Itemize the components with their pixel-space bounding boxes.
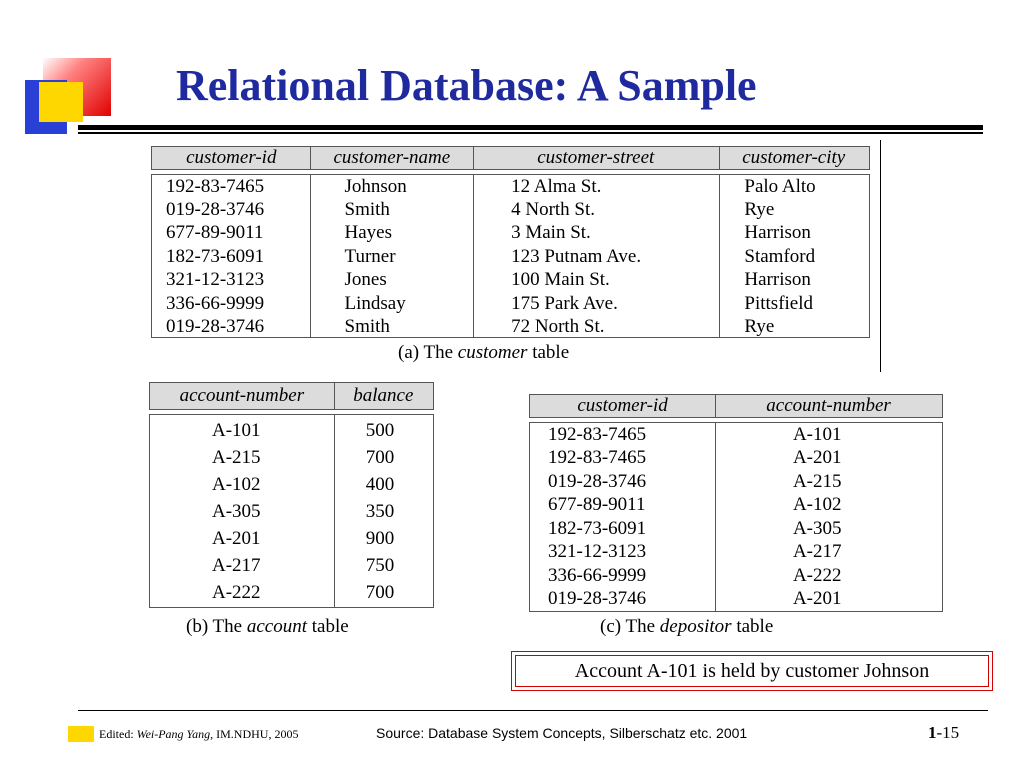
customer-table-caption	[398, 342, 569, 364]
table-cell: 175 Park Ave.	[511, 292, 618, 314]
table-row	[152, 292, 869, 315]
vertical-divider	[880, 140, 881, 372]
title-rule-thin	[78, 132, 983, 134]
table-cell: 019-28-3746	[548, 470, 647, 492]
table-cell: 336-66-9999	[166, 292, 265, 314]
table-cell: 3 Main St.	[511, 222, 591, 244]
table-row	[150, 525, 433, 552]
table-cell: A-222	[792, 564, 842, 586]
page-index: -15	[936, 723, 960, 742]
callout-text: Account A-101 is held by customer Johnson	[515, 655, 989, 687]
table-row	[152, 198, 869, 221]
table-row	[530, 517, 942, 541]
table-cell: 4 North St.	[511, 199, 596, 221]
table-cell: 192-83-7465	[166, 175, 265, 197]
table-cell: A-102	[212, 473, 261, 495]
table-cell: 72 North St.	[511, 316, 605, 338]
caption-italic: customer	[457, 342, 528, 363]
account-header-cell: balance	[353, 385, 414, 406]
customer-header-cell: customer-id	[186, 147, 277, 168]
table-cell: 192-83-7465	[548, 447, 647, 469]
caption-italic: account	[246, 616, 308, 637]
table-cell: 900	[365, 527, 395, 549]
table-row	[152, 175, 869, 198]
table-row	[530, 470, 942, 494]
table-cell: A-201	[792, 447, 842, 469]
table-cell: 500	[365, 419, 395, 441]
table-cell: 750	[365, 554, 395, 576]
table-cell: 677-89-9011	[548, 494, 646, 516]
table-row	[530, 588, 942, 612]
table-cell: Pittsfield	[744, 292, 814, 314]
account-table-caption	[186, 616, 349, 638]
depositor-table-header	[529, 394, 943, 418]
depositor-table-body	[529, 422, 943, 612]
table-cell: A-102	[792, 494, 842, 516]
footer-source: Source: Database System Concepts, Silberschatz etc. 2001	[376, 725, 748, 741]
table-cell: A-215	[792, 470, 842, 492]
customer-table-body	[151, 174, 870, 338]
table-cell: Harrison	[744, 269, 811, 291]
table-cell: Harrison	[744, 222, 811, 244]
caption-text: (b) The	[186, 616, 247, 637]
table-cell: 12 Alma St.	[511, 175, 602, 197]
table-cell: Smith	[344, 199, 390, 221]
table-cell: A-201	[212, 527, 261, 549]
table-cell: A-201	[792, 588, 842, 610]
customer-table-header	[151, 146, 870, 170]
footer-edited	[99, 727, 298, 742]
table-cell: 700	[365, 446, 395, 468]
table-cell: 182-73-6091	[166, 245, 265, 267]
edited-label: Edited:	[99, 727, 137, 741]
table-row	[150, 444, 433, 471]
edited-name: Wei-Pang Yang,	[136, 727, 214, 741]
table-cell: A-215	[212, 446, 261, 468]
table-cell: 019-28-3746	[166, 316, 265, 338]
table-cell: 019-28-3746	[548, 588, 647, 610]
footer-logo-square	[68, 726, 94, 742]
caption-text: (a) The	[398, 342, 458, 363]
table-cell: A-305	[212, 500, 261, 522]
slide-title: Relational Database: A Sample	[176, 61, 757, 110]
table-cell: 321-12-3123	[548, 541, 647, 563]
table-row	[150, 471, 433, 498]
table-row	[150, 579, 433, 606]
table-cell: Lindsay	[344, 292, 406, 314]
table-cell: A-217	[792, 541, 842, 563]
table-cell: 019-28-3746	[166, 199, 265, 221]
table-cell: Hayes	[344, 222, 392, 244]
table-cell: 182-73-6091	[548, 517, 647, 539]
table-row	[530, 494, 942, 518]
table-cell: A-222	[212, 581, 261, 603]
table-cell: Johnson	[344, 175, 407, 197]
callout-box	[511, 651, 993, 691]
table-row	[150, 552, 433, 579]
table-cell: 100 Main St.	[511, 269, 610, 291]
table-cell: A-217	[212, 554, 261, 576]
caption-text: table	[307, 616, 349, 637]
table-cell: 700	[365, 581, 395, 603]
table-cell: 400	[365, 473, 395, 495]
table-cell: Turner	[344, 245, 396, 267]
table-cell: Jones	[344, 269, 387, 291]
account-header-cell: account-number	[179, 385, 305, 406]
page-number	[928, 723, 959, 743]
caption-text: (c) The	[600, 616, 660, 637]
table-cell: Palo Alto	[744, 175, 816, 197]
footer-rule	[78, 710, 988, 711]
customer-header-cell: customer-name	[333, 147, 451, 168]
account-table-header	[149, 382, 434, 410]
table-cell: 350	[365, 500, 395, 522]
table-cell: Rye	[744, 199, 775, 221]
depositor-header-cell: account-number	[766, 395, 891, 416]
table-cell: A-101	[792, 423, 842, 445]
account-table-body	[149, 414, 434, 608]
table-cell: Smith	[344, 316, 390, 338]
table-row	[150, 498, 433, 525]
depositor-table-caption	[600, 616, 773, 638]
table-row	[530, 447, 942, 471]
caption-text: table	[527, 342, 570, 363]
table-row	[152, 222, 869, 245]
logo-yellow-square	[39, 82, 83, 122]
table-cell: 192-83-7465	[548, 423, 647, 445]
page-chapter: 1	[928, 723, 937, 742]
table-row	[150, 417, 433, 444]
table-row	[152, 245, 869, 268]
edited-org: IM.NDHU, 2005	[213, 727, 299, 741]
table-row	[530, 564, 942, 588]
table-cell: 677-89-9011	[166, 222, 264, 244]
table-cell: A-305	[792, 517, 842, 539]
table-row	[530, 541, 942, 565]
table-row	[530, 423, 942, 447]
table-row	[152, 269, 869, 292]
table-cell: 123 Putnam Ave.	[511, 245, 642, 267]
title-rule	[78, 125, 983, 130]
table-cell: A-101	[212, 419, 261, 441]
customer-header-cell: customer-street	[537, 147, 655, 168]
table-row	[152, 315, 869, 338]
depositor-header-cell: customer-id	[577, 395, 668, 416]
caption-italic: depositor	[659, 616, 732, 637]
table-cell: 321-12-3123	[166, 269, 265, 291]
table-cell: Stamford	[744, 245, 816, 267]
table-cell: 336-66-9999	[548, 564, 647, 586]
customer-header-cell: customer-city	[742, 147, 846, 168]
table-cell: Rye	[744, 316, 775, 338]
caption-text: table	[731, 616, 774, 637]
